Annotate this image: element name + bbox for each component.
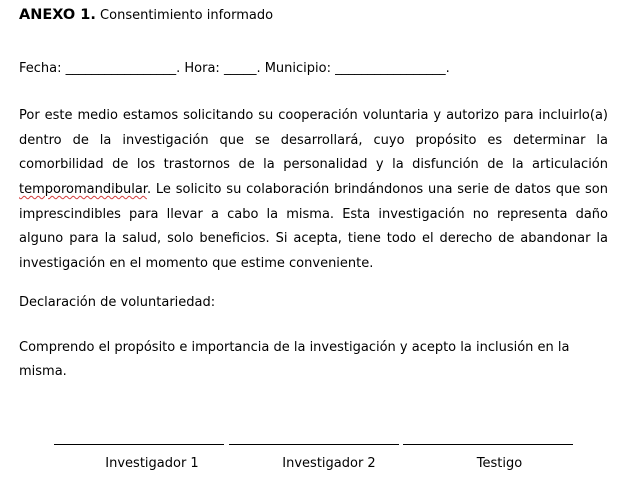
signature-label-testigo: Testigo xyxy=(476,456,523,471)
document-title: Consentimiento informado xyxy=(100,8,274,23)
paragraph-line: imprescindibles para llevar a cabo la misma. Esta investigación no representa daño xyxy=(19,206,608,222)
paragraph-line: comorbilidad de los trastornos de la personalidad y la disfunción de la articulación xyxy=(19,157,608,173)
annex-label: ANEXO 1. xyxy=(19,7,96,23)
paragraph-line: Por este medio estamos solicitando su cooperación voluntaria y autorizo para incluirlo(a) xyxy=(19,108,608,123)
declaration-text-line-2: misma. xyxy=(19,364,67,379)
paragraph-line: investigación en el momento que estime conveniente. xyxy=(19,256,374,272)
consent-paragraph xyxy=(19,104,608,277)
spellcheck-flagged-word: temporomandibular xyxy=(19,182,147,198)
declaration-text-line-1: Comprendo el propósito e importancia de la investigación y acepto la inclusión en la xyxy=(19,340,570,355)
signature-label-investigador-1: Investigador 1 xyxy=(105,456,199,471)
document-heading xyxy=(19,7,273,23)
form-fields-line: Fecha: _________________. Hora: _____. Municipio: _________________. xyxy=(19,61,450,76)
paragraph-line-rest: . Le solicito su colaboración brindándonos una serie de datos que son xyxy=(146,182,608,198)
signature-label-investigador-2: Investigador 2 xyxy=(282,456,376,471)
declaration-heading: Declaración de voluntariedad: xyxy=(19,295,216,310)
signature-line-testigo xyxy=(403,444,573,445)
signature-line-investigador-2 xyxy=(229,444,399,445)
paragraph-line xyxy=(19,178,608,203)
paragraph-line: alguno para la salud, solo beneficios. Si acepta, tiene todo el derecho de abandonar la xyxy=(19,231,608,247)
paragraph-line: dentro de la investigación que se desarrollará, cuyo propósito es determinar la xyxy=(19,132,608,148)
signature-line-investigador-1 xyxy=(54,444,224,445)
